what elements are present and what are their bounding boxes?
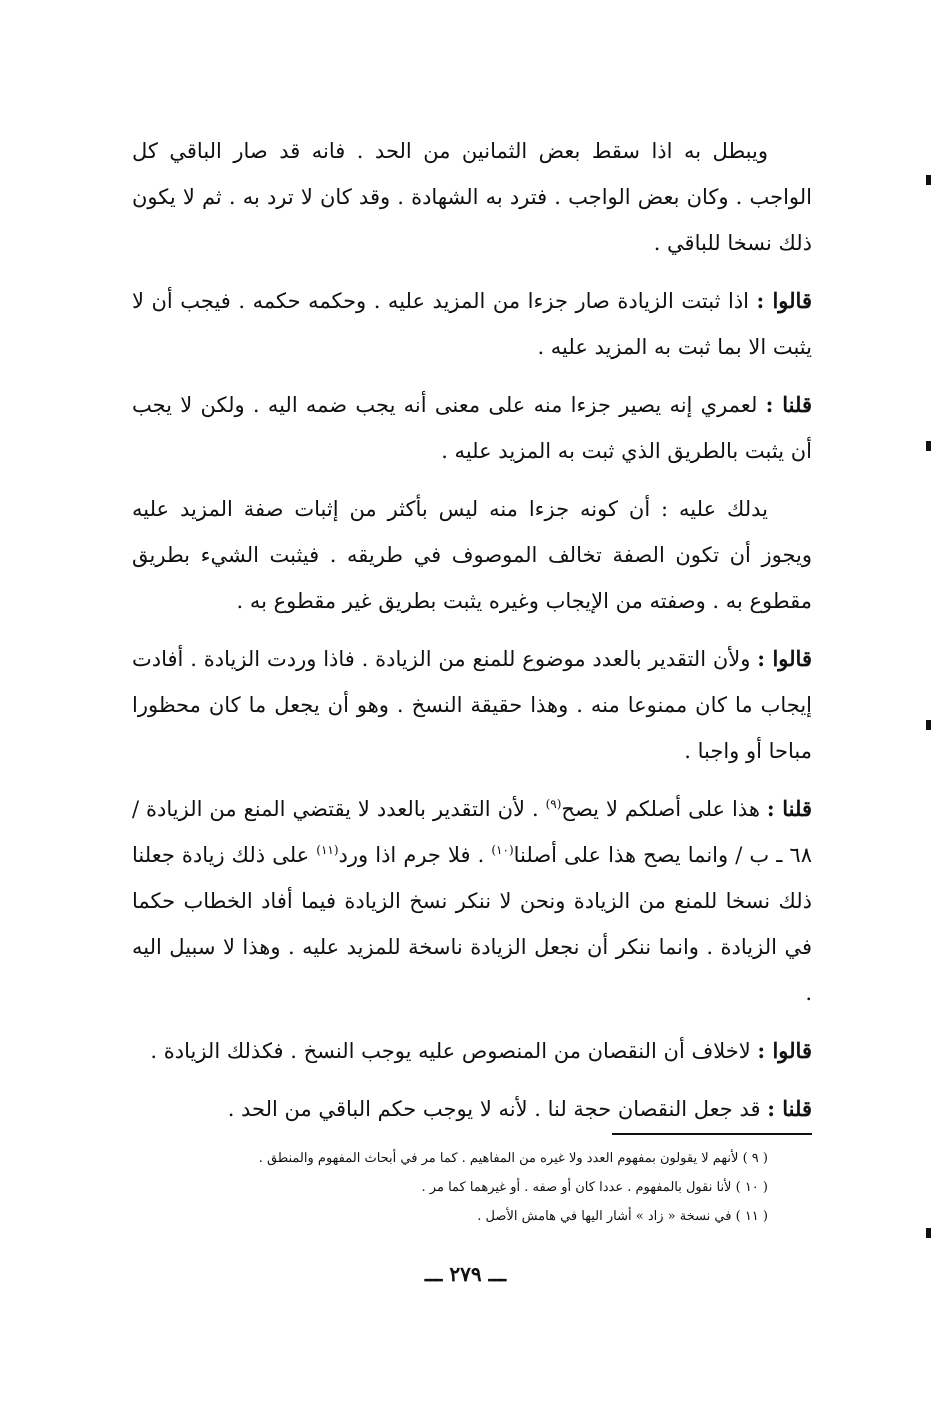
paragraph-text: يدلك عليه : أن كونه جزءا منه ليس بأكثر من إثبات صفة المزيد عليه ويجوز أن تكون الصفة تخالف الموصوف في طريقه . فيثبت الشيء بطريق مقطوع به . وصفته من الإيجاب وغيره يثبت بطريق غير مقطوع به . (132, 497, 812, 613)
footnote-9: ( ٩ ) لأنهم لا يقولون بمفهوم العدد ولا غيره من المفاهيم . كما مر في أبحاث المفهوم والمنطق . (258, 1151, 768, 1166)
speaker-label: قالوا : (757, 1038, 812, 1063)
paragraph-6 (132, 786, 812, 1016)
paragraph-7 (132, 1028, 812, 1074)
paragraph-text: على ذلك زيادة جعلنا ذلك نسخا للمنع من الزيادة ونحن لا ننكر نسخ الزيادة فيما أفاد الخطاب حكما في الزيادة . وانما ننكر أن نجعل الزيادة ناسخة للمزيد عليه . وهذا لا سبيل اليه . (132, 843, 812, 1005)
footnote-10: ( ١٠ ) لأنا نقول بالمفهوم . عددا كان أو صفه . أو غيرهما كما مر . (421, 1180, 768, 1195)
speaker-label: قلنا : (765, 392, 812, 417)
speaker-label: قلنا : (766, 796, 812, 821)
footnote-ref: (٩) (545, 797, 562, 811)
paragraph-text: لعمري إنه يصير جزءا منه على معنى أنه يجب ضمه اليه . ولكن لا يجب أن يثبت بالطريق الذي ثبت به المزيد عليه . (132, 393, 812, 463)
page-number: ـــ ٢٧٩ ـــ (424, 1262, 507, 1286)
footnote-ref: (١١) (316, 843, 339, 857)
scan-edge-mark (926, 720, 931, 730)
footnote-divider (612, 1133, 812, 1135)
footnote-11: ( ١١ ) في نسخة « زاد » أشار اليها في هامش الأصل . (477, 1209, 768, 1224)
paragraph-text: . لأن التقدير بالعدد لا يقتضي المنع من الزيادة / ٦٨ ـ ب / وانما يصح هذا على أصلنا (132, 797, 812, 867)
footnote-ref: (١٠) (491, 843, 514, 857)
paragraph-text: ويبطل به اذا سقط بعض الثمانين من الحد . فانه قد صار الباقي كل الواجب . وكان بعض الواجب . فترد به الشهادة . وقد كان لا ترد به . ثم لا يكون ذلك نسخا للباقي . (132, 139, 812, 255)
speaker-label: قلنا : (767, 1096, 812, 1121)
paragraph-4 (132, 486, 812, 624)
paragraph-8 (132, 1086, 812, 1132)
paragraph-5 (132, 636, 812, 774)
paragraph-text: . فلا جرم اذا ورد (338, 843, 492, 867)
paragraph-1 (132, 128, 812, 266)
speaker-label: قالوا : (757, 646, 812, 671)
scan-edge-mark (926, 441, 931, 451)
paragraph-text: لاخلاف أن النقصان من المنصوص عليه يوجب النسخ . فكذلك الزيادة . (150, 1039, 751, 1063)
paragraph-text: اذا ثبتت الزيادة صار جزءا من المزيد عليه . وحكمه حكمه . فيجب أن لا يثبت الا بما ثبت به المزيد عليه . (132, 289, 812, 359)
paragraph-text: قد جعل النقصان حجة لنا . لأنه لا يوجب حكم الباقي من الحد . (227, 1097, 761, 1121)
paragraph-text: ولأن التقدير بالعدد موضوع للمنع من الزيادة . فاذا وردت الزيادة . أفادت إيجاب ما كان ممنوعا منه . وهذا حقيقة النسخ . وهو أن يجعل ما كان محظورا مباحا أو واجبا . (132, 647, 812, 763)
speaker-label: قالوا : (756, 288, 812, 313)
paragraph-3 (132, 382, 812, 474)
scan-edge-mark (926, 175, 931, 185)
footnotes (200, 1144, 768, 1231)
scan-edge-mark (926, 1228, 931, 1238)
paragraph-text: هذا على أصلكم لا يصح (561, 797, 760, 821)
paragraph-2 (132, 278, 812, 370)
body-text (132, 128, 812, 1144)
